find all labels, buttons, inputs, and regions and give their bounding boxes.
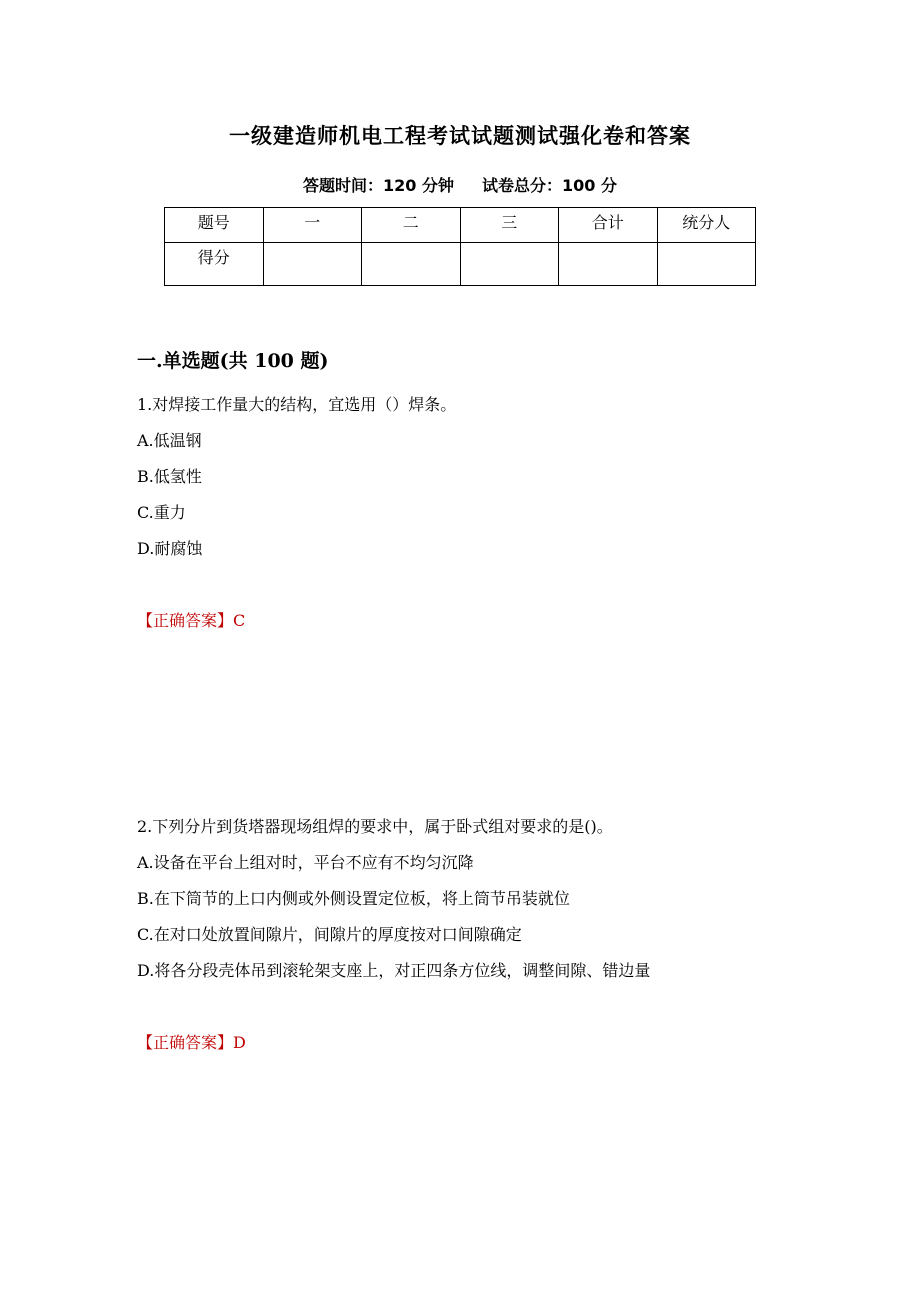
header-cell: 三	[460, 208, 559, 243]
question-stem: 1.对焊接工作量大的结构，宜选用（）焊条。	[137, 395, 457, 414]
score-row-label: 得分	[165, 243, 264, 286]
header-cell: 一	[263, 208, 362, 243]
option-a: A.设备在平台上组对时，平台不应有不均匀沉降	[137, 853, 474, 872]
header-cell: 合计	[559, 208, 658, 243]
option-d: D.耐腐蚀	[137, 539, 203, 558]
header-cell: 统分人	[657, 208, 756, 243]
document-title: 一级建造师机电工程考试试题测试强化卷和答案	[229, 124, 691, 148]
score-table-header-row	[165, 208, 756, 243]
score-table	[164, 207, 756, 286]
score-cell	[362, 243, 461, 286]
score-cell	[657, 243, 756, 286]
answer-label: 【正确答案】	[137, 1033, 234, 1052]
header-cell: 二	[362, 208, 461, 243]
score-cell	[263, 243, 362, 286]
question-stem: 2.下列分片到货塔器现场组焊的要求中，属于卧式组对要求的是()。	[137, 817, 613, 836]
exam-info	[0, 173, 920, 196]
option-b: B.低氢性	[137, 467, 202, 486]
answer-line	[137, 608, 245, 631]
section-title: 一.单选题(共 100 题)	[137, 350, 329, 372]
score-table-score-row	[165, 243, 756, 286]
answer-line	[137, 1030, 246, 1053]
option-d: D.将各分段壳体吊到滚轮架支座上，对正四条方位线，调整间隙、错边量	[137, 961, 651, 980]
header-cell: 题号	[165, 208, 264, 243]
score-cell	[559, 243, 658, 286]
answer-value: D	[233, 1033, 246, 1052]
time-label: 答题时间：120 分钟	[303, 176, 454, 195]
answer-label: 【正确答案】	[137, 611, 234, 630]
option-a: A.低温钢	[137, 431, 202, 450]
score-cell	[460, 243, 559, 286]
option-c: C.重力	[137, 503, 186, 522]
answer-value: C	[233, 611, 246, 630]
option-b: B.在下筒节的上口内侧或外侧设置定位板，将上筒节吊装就位	[137, 889, 570, 908]
option-c: C.在对口处放置间隙片，间隙片的厚度按对口间隙确定	[137, 925, 522, 944]
total-score-label: 试卷总分：100 分	[482, 176, 617, 195]
